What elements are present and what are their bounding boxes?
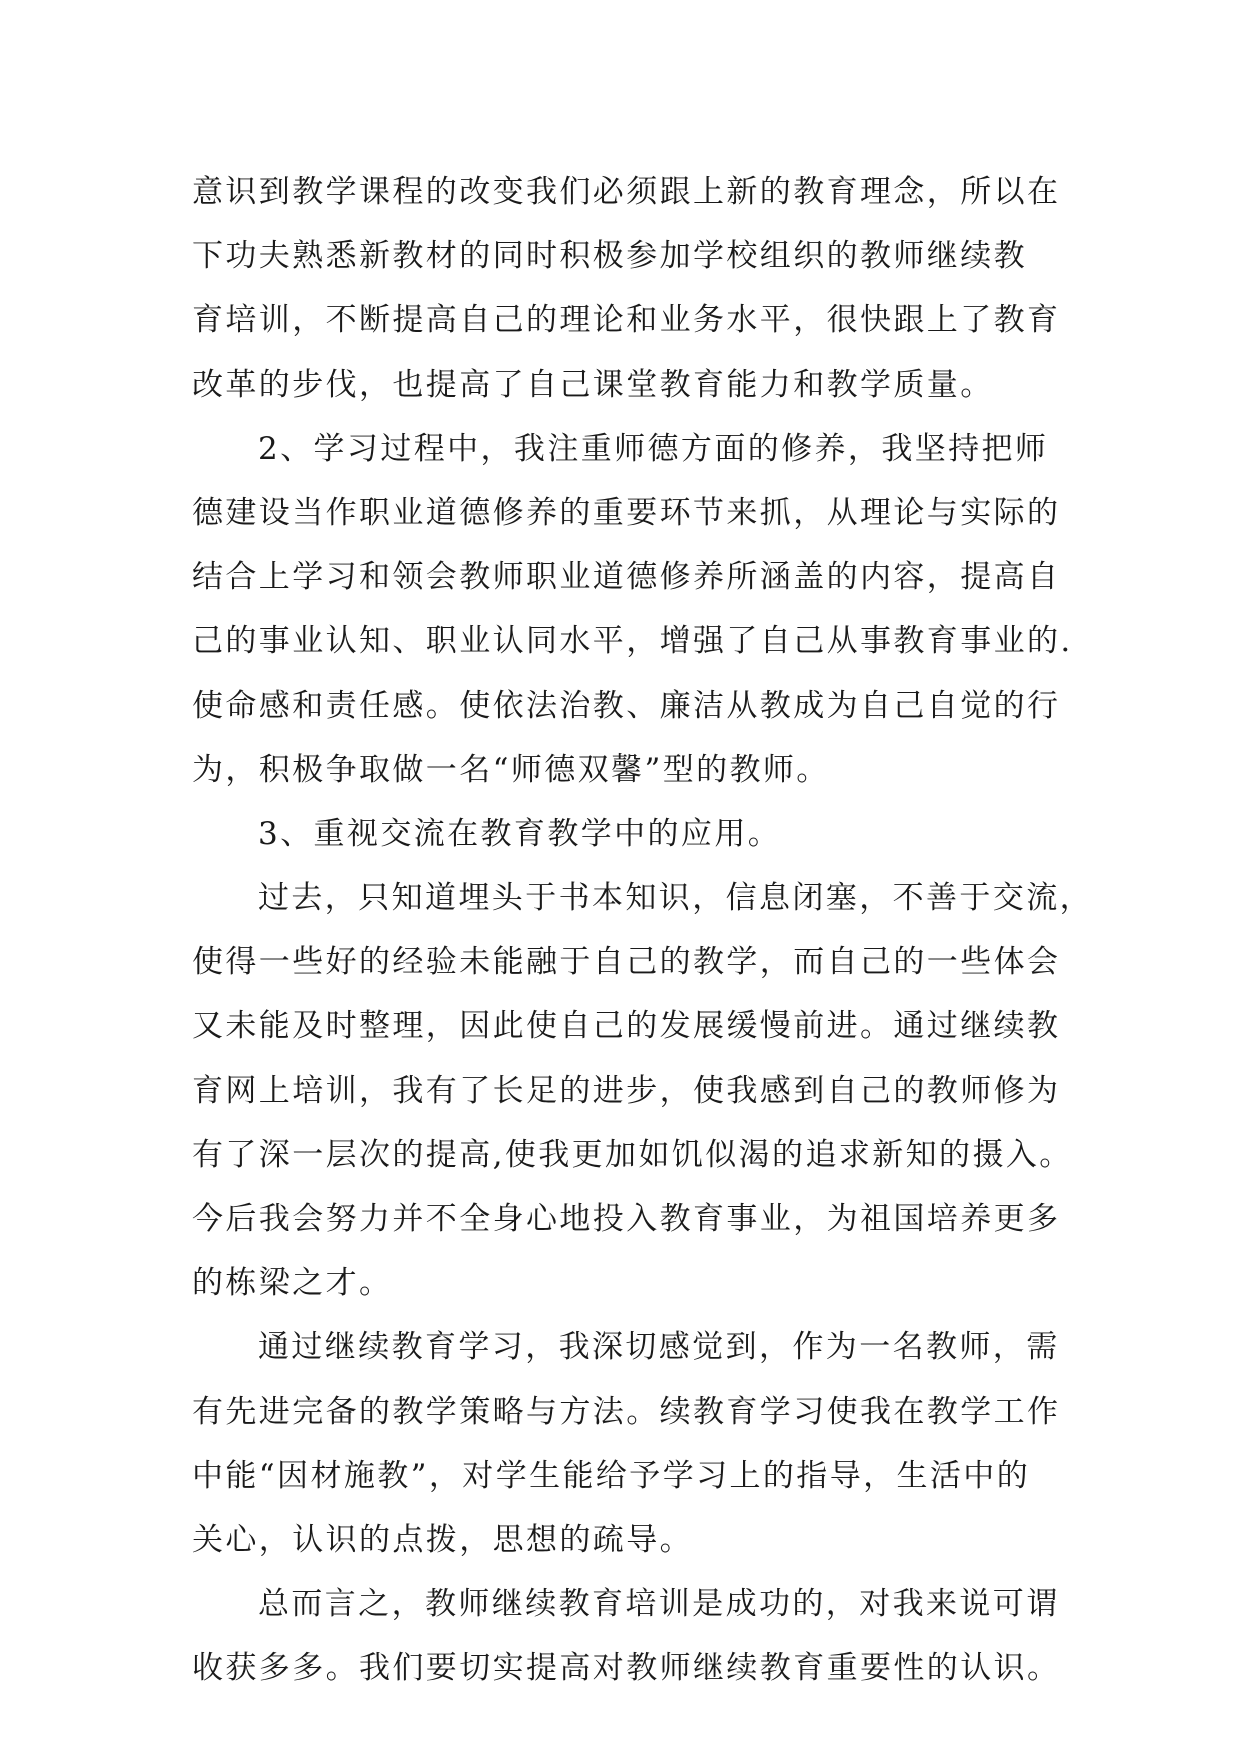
paragraph-start-line: 2、学习过程中，我注重师德方面的修养，我坚持把师 — [258, 430, 1049, 467]
paragraph-start-line: 3、重视交流在教育教学中的应用。 — [258, 815, 782, 852]
text-line: 下功夫熟悉新教材的同时积极参加学校组织的教师继续教 — [192, 238, 1027, 275]
text-line: 意识到教学课程的改变我们必须跟上新的教育理念，所以在 — [192, 174, 1061, 210]
text-line: 改革的步伐，也提高了自己课堂教育能力和教学质量。 — [192, 366, 994, 403]
text-line: 育网上培训，我有了长足的进步，使我感到自己的教师修为 — [192, 1072, 1061, 1109]
text-line: 使得一些好的经验未能融于自己的教学，而自己的一些体会 — [192, 944, 1061, 981]
text-line: 为，积极争取做一名“师德双馨”型的教师。 — [192, 751, 830, 788]
text-line: 育培训，不断提高自己的理论和业务水平，很快跟上了教育 — [192, 302, 1061, 339]
text-line: 己的事业认知、职业认同水平，增强了自己从事教育事业的. — [192, 623, 1073, 660]
text-line: 德建设当作职业道德修养的重要环节来抓，从理论与实际的 — [192, 494, 1061, 531]
text-line: 有先进完备的教学策略与方法。续教育学习使我在教学工作 — [192, 1393, 1061, 1430]
paragraph-start-line: 过去，只知道埋头于书本知识，信息闭塞，不善于交流， — [258, 880, 1093, 917]
text-line: 又未能及时整理，因此使自己的发展缓慢前进。通过继续教 — [192, 1008, 1061, 1045]
paragraph-start-line: 通过继续教育学习，我深切感觉到，作为一名教师，需 — [258, 1329, 1060, 1366]
text-line: 关心，认识的点拨，思想的疏导。 — [192, 1521, 693, 1558]
document-body — [192, 160, 1093, 1701]
text-line: 中能“因材施教”，对学生能给予学习上的指导，生活中的 — [192, 1457, 1031, 1494]
text-line: 收获多多。我们要切实提高对教师继续教育重要性的认识。 — [192, 1650, 1061, 1687]
text-line: 结合上学习和领会教师职业道德修养所涵盖的内容，提高自 — [192, 559, 1061, 596]
text-line: 有了深一层次的提高,使我更加如饥似渴的追求新知的摄入。 — [192, 1136, 1073, 1173]
text-line: 今后我会努力并不全身心地投入教育事业，为祖国培养更多 — [192, 1201, 1061, 1237]
text-line: 的栋梁之才。 — [192, 1265, 393, 1302]
paragraph-start-line: 总而言之，教师继续教育培训是成功的，对我来说可谓 — [258, 1586, 1060, 1623]
text-line: 使命感和责任感。使依法治教、廉洁从教成为自己自觉的行 — [192, 687, 1061, 724]
